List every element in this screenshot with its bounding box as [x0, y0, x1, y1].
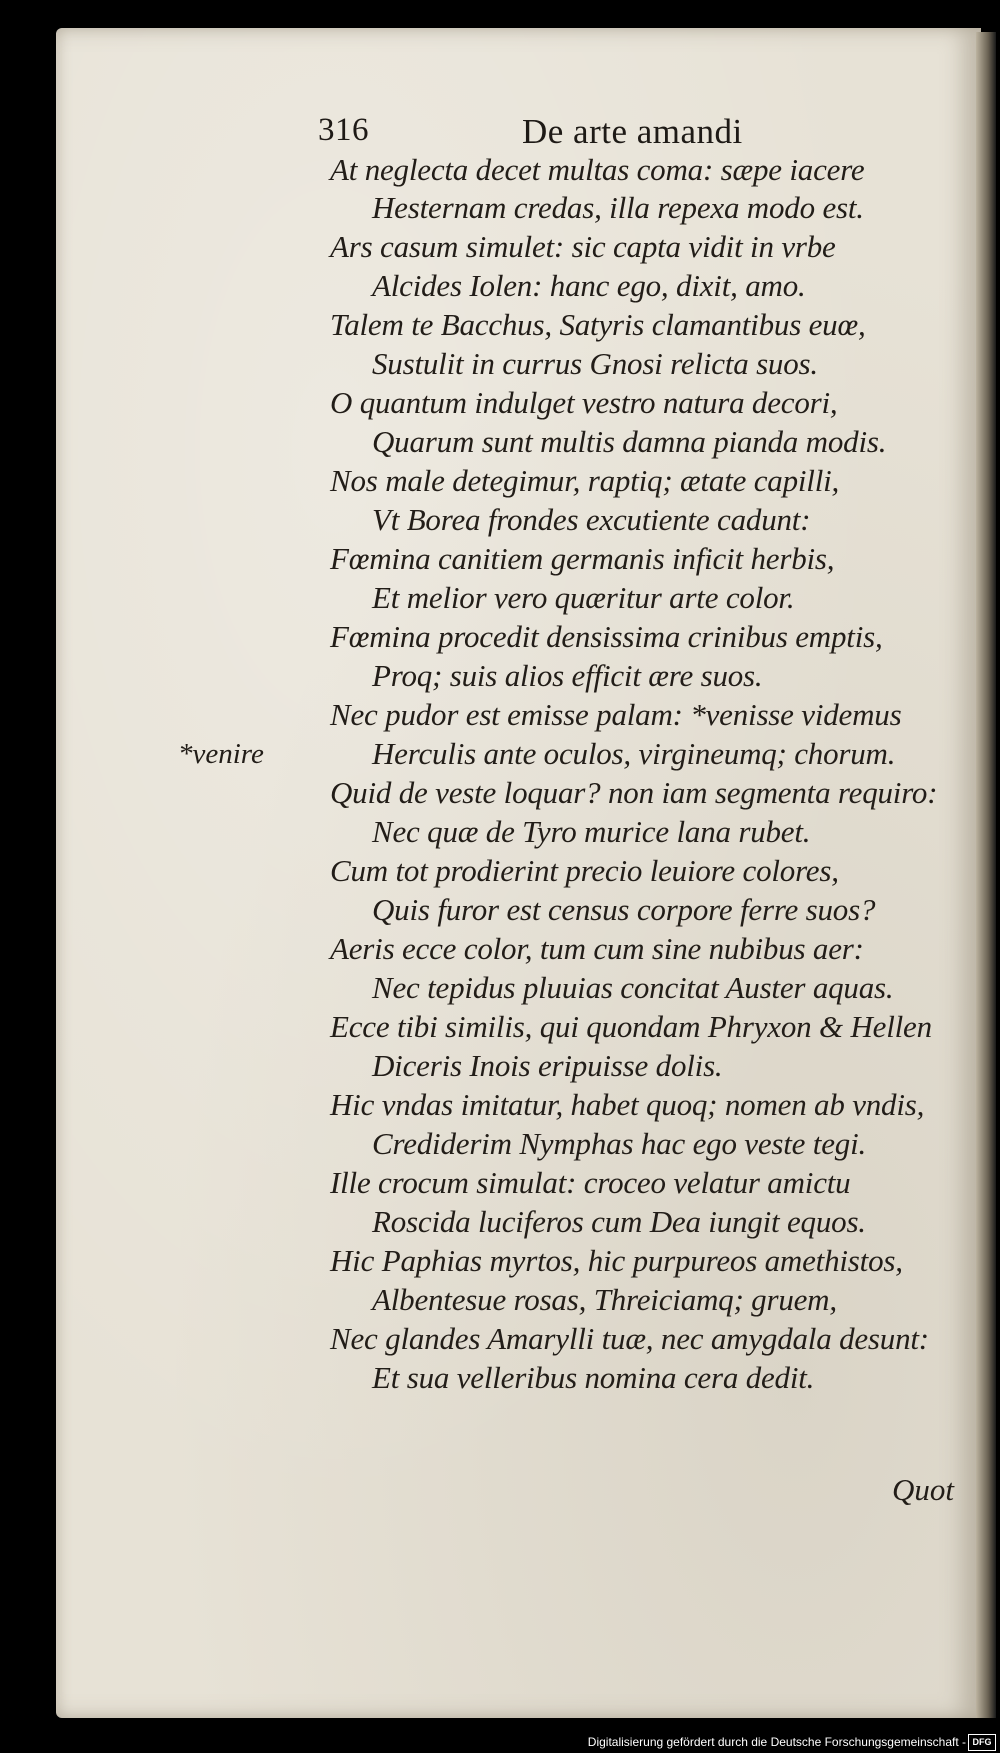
marginal-note: *venire — [178, 738, 264, 770]
footer-credit: Digitalisierung gefördert durch die Deutsche Forschungsgemeinschaft - — [587, 1735, 966, 1749]
verse-line: Alcides Iolen: hanc ego, dixit, amo. — [372, 268, 806, 303]
verse-line: Nos male detegimur, raptiq; ætate capilli, — [330, 463, 840, 498]
verse-line: Talem te Bacchus, Satyris clamantibus euœ, — [330, 307, 866, 342]
verse-line: Sustulit in currus Gnosi relicta suos. — [372, 346, 818, 381]
verse-line: Nec tepidus pluuias concitat Auster aquas. — [372, 970, 894, 1005]
verse-line: Diceris Inois eripuisse dolis. — [372, 1048, 723, 1083]
verse-line: Nec quæ de Tyro murice lana rubet. — [372, 814, 811, 849]
verse-line: Albentesue rosas, Threiciamq; gruem, — [372, 1282, 837, 1317]
verse-line: Nec pudor est emisse palam: *venisse videmus — [330, 697, 902, 732]
verse-line: Hic Paphias myrtos, hic purpureos amethistos, — [330, 1243, 903, 1278]
verse-line: Fœmina procedit densissima crinibus emptis, — [330, 619, 883, 654]
page-edge — [976, 32, 996, 1718]
verse-line: Ars casum simulet: sic capta vidit in vrbe — [330, 229, 836, 264]
verse-line: Quid de veste loquar? non iam segmenta requiro: — [330, 775, 938, 810]
verse-line: Crediderim Nymphas hac ego veste tegi. — [372, 1126, 867, 1161]
verse-line: Proq; suis alios efficit ære suos. — [372, 658, 763, 693]
verse-line: Et sua velleribus nomina cera dedit. — [372, 1360, 815, 1395]
dfg-logo: DFG — [968, 1734, 996, 1751]
verse-line: Et melior vero quæritur arte color. — [372, 580, 795, 615]
verse-line: Quis furor est census corpore ferre suos? — [372, 892, 876, 927]
verse-line: Cum tot prodierint precio leuiore colores, — [330, 853, 839, 888]
verse-line: O quantum indulget vestro natura decori, — [330, 385, 838, 420]
verse-line: Roscida luciferos cum Dea iungit equos. — [372, 1204, 866, 1239]
catchword: Quot — [892, 1472, 954, 1507]
verse-line: Fœmina canitiem germanis inficit herbis, — [330, 541, 835, 576]
verse-line: Vt Borea frondes excutiente cadunt: — [372, 502, 811, 537]
verse-line: Quarum sunt multis damna pianda modis. — [372, 424, 887, 459]
verse-line: Herculis ante oculos, virgineumq; chorum. — [372, 736, 896, 771]
page-number: 316 — [318, 112, 369, 148]
verse-line: Hic vndas imitatur, habet quoq; nomen ab vndis, — [330, 1087, 925, 1122]
verse-line: At neglecta decet multas coma: sæpe iacere — [330, 152, 865, 187]
verse-line: Nec glandes Amarylli tuæ, nec amygdala desunt: — [330, 1321, 929, 1356]
verse-line: Aeris ecce color, tum cum sine nubibus aer: — [330, 931, 864, 966]
verse-line: Ille crocum simulat: croceo velatur amictu — [330, 1165, 851, 1200]
verse-line: Hesternam credas, illa repexa modo est. — [372, 190, 864, 225]
running-head: De arte amandi — [522, 112, 743, 151]
verse-line: Ecce tibi similis, qui quondam Phryxon & Hellen — [330, 1009, 932, 1044]
